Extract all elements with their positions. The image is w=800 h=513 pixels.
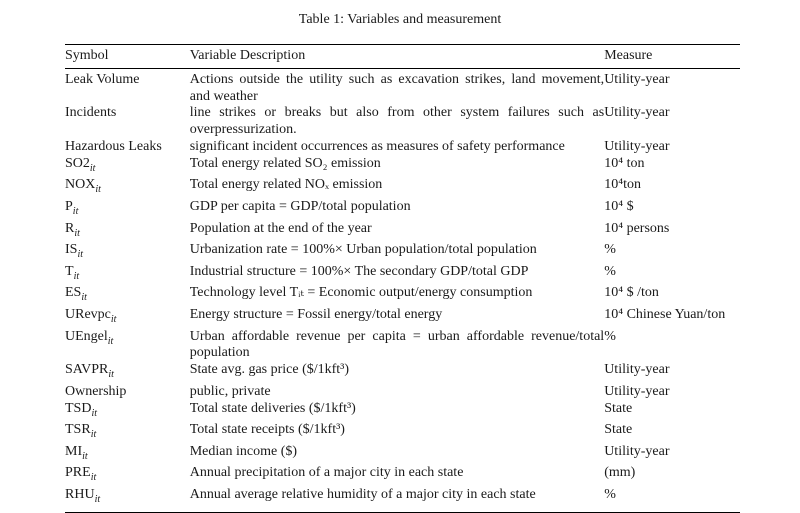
table-row <box>65 139 740 156</box>
symbol-subscript: it <box>72 205 79 217</box>
description-cell: line strikes or breaks but also from other system failures such as overpressurization. <box>189 105 605 138</box>
table-row <box>65 285 740 307</box>
table-row <box>65 105 740 139</box>
symbol-text: ES <box>65 285 82 301</box>
symbol-text: TSD <box>65 400 92 416</box>
description-cell: Total state deliveries ($/1kft³) <box>189 400 356 416</box>
symbol-text: UEngel <box>65 328 108 344</box>
symbol-cell <box>65 264 190 286</box>
measure-cell: % <box>604 242 616 258</box>
description-cell: Annual average relative humidity of a major city in each state <box>189 486 536 502</box>
table-row <box>65 362 740 384</box>
symbol-subscript: it <box>95 184 101 196</box>
measure-cell: (mm) <box>604 465 636 481</box>
measure-cell: 10⁴ Chinese Yuan/ton <box>604 306 726 322</box>
symbol-cell <box>65 487 190 513</box>
symbol-text: Leak Volume <box>65 71 140 87</box>
table-caption: Table 1: Variables and measurement <box>298 12 502 27</box>
header-measure: Measure <box>604 48 653 63</box>
table-row <box>65 422 740 444</box>
description-cell: Annual precipitation of a major city in each state <box>189 465 464 481</box>
symbol-text: R <box>65 220 75 236</box>
symbol-cell <box>65 177 190 199</box>
symbol-cell <box>65 329 190 363</box>
measure-cell: 10⁴ ton <box>604 155 645 171</box>
description-cell: Population at the end of the year <box>189 220 372 236</box>
measure-cell: Utility-year <box>604 443 670 459</box>
symbol-subscript: it <box>73 270 80 282</box>
symbol-cell <box>65 401 190 423</box>
table-row <box>65 487 740 513</box>
description-cell: significant incident occurrences as measures of safety performance <box>189 138 565 154</box>
table-row <box>65 199 740 221</box>
symbol-subscript: it <box>91 407 98 419</box>
symbol-text: PRE <box>65 465 91 481</box>
measure-cell: Utility-year <box>604 105 670 121</box>
symbol-cell <box>65 221 190 243</box>
symbol-subscript: it <box>110 313 117 325</box>
symbol-text: RHU <box>65 486 95 502</box>
measure-cell: Utility-year <box>604 362 670 378</box>
header-description: Variable Description <box>189 48 306 63</box>
description-cell: Total energy related NOₓ emission <box>189 177 383 193</box>
symbol-subscript: it <box>74 227 80 239</box>
measure-cell: % <box>604 328 616 344</box>
table-body <box>65 68 740 513</box>
table-row <box>65 307 740 329</box>
symbol-text: SAVPR <box>65 362 109 378</box>
symbol-cell <box>65 139 190 156</box>
symbol-text: TSR <box>65 422 91 438</box>
description-cell: Urbanization rate = 100%× Urban population/total population <box>189 242 537 258</box>
symbol-cell <box>65 285 190 307</box>
symbol-cell <box>65 199 190 221</box>
symbol-subscript: it <box>89 162 96 174</box>
table-row <box>65 264 740 286</box>
symbol-cell <box>65 156 190 178</box>
symbol-subscript: it <box>77 248 84 260</box>
table-row <box>65 444 740 466</box>
description-cell: Total energy related SO₂ emission <box>189 155 381 171</box>
symbol-cell <box>65 422 190 444</box>
symbol-text: SO2 <box>65 155 90 171</box>
symbol-text: Hazardous Leaks <box>65 138 162 154</box>
table-row <box>65 177 740 199</box>
description-cell: State avg. gas price ($/1kft³) <box>189 362 350 378</box>
table-row <box>65 156 740 178</box>
measure-cell: State <box>604 422 633 438</box>
table-row <box>65 465 740 487</box>
description-cell: Energy structure = Fossil energy/total energy <box>189 306 443 322</box>
description-cell: Median income ($) <box>189 443 298 459</box>
table-row <box>65 384 740 401</box>
symbol-text: MI <box>65 443 83 459</box>
description-cell: Actions outside the utility such as excavation strikes, land movement, and weather <box>189 71 605 104</box>
symbol-text: IS <box>65 242 78 258</box>
measure-cell: Utility-year <box>604 71 670 87</box>
measure-cell: % <box>604 486 616 502</box>
measure-cell: Utility-year <box>604 383 670 399</box>
symbol-cell <box>65 444 190 466</box>
table-row <box>65 242 740 264</box>
symbol-cell <box>65 68 190 105</box>
symbol-subscript: it <box>90 472 97 484</box>
measure-cell: 10⁴ton <box>604 177 641 193</box>
variables-table <box>65 44 740 513</box>
measure-cell: 10⁴ $ <box>604 198 634 214</box>
description-cell: GDP per capita = GDP/total population <box>189 198 411 214</box>
symbol-cell <box>65 307 190 329</box>
measure-cell: 10⁴ $ /ton <box>604 285 659 301</box>
symbol-text: Ownership <box>65 383 127 399</box>
table-row <box>65 68 740 105</box>
symbol-subscript: it <box>82 450 88 462</box>
description-cell: Technology level Tᵢₜ = Economic output/energy consumption <box>189 285 533 301</box>
symbol-cell <box>65 105 190 139</box>
symbol-text: NOX <box>65 177 96 193</box>
symbol-subscript: it <box>108 368 114 380</box>
symbol-cell <box>65 384 190 401</box>
symbol-cell <box>65 465 190 487</box>
symbol-cell <box>65 242 190 264</box>
measure-cell: 10⁴ persons <box>604 220 670 236</box>
description-cell: Total state receipts ($/1kft³) <box>189 422 345 438</box>
table-row <box>65 401 740 423</box>
measure-cell: Utility-year <box>604 138 670 154</box>
description-cell: Urban affordable revenue per capita = urban affordable revenue/total population <box>189 328 605 361</box>
symbol-subscript: it <box>107 335 114 347</box>
symbol-text: URevpc <box>65 306 111 322</box>
table-header-row <box>65 45 740 69</box>
measure-cell: % <box>604 263 616 279</box>
description-cell: Industrial structure = 100%× The secondary GDP/total GDP <box>189 263 529 279</box>
symbol-text: T <box>65 263 74 279</box>
symbol-cell <box>65 362 190 384</box>
header-symbol: Symbol <box>65 48 109 63</box>
symbol-subscript: it <box>90 428 97 440</box>
symbol-text: P <box>65 198 73 214</box>
symbol-subscript: it <box>94 493 101 505</box>
description-cell: public, private <box>189 383 271 399</box>
symbol-text: Incidents <box>65 105 117 121</box>
symbol-subscript: it <box>81 292 87 304</box>
table-row <box>65 221 740 243</box>
table-row <box>65 329 740 363</box>
measure-cell: State <box>604 400 633 416</box>
